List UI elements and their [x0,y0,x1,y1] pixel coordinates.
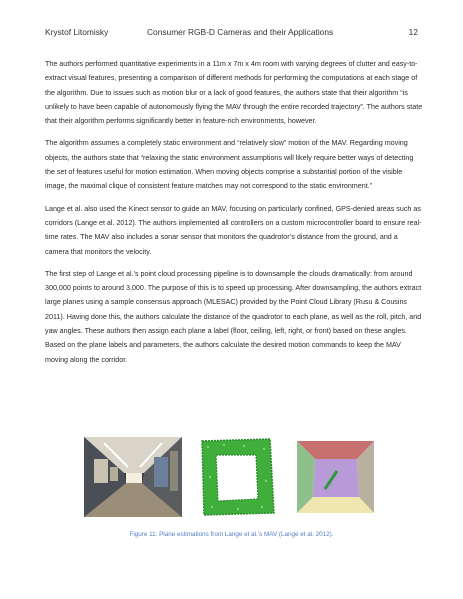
paragraph: Lange et al. also used the Kinect sensor to guide an MAV, focusing on particularly confined, GPS-denied areas such as corridors (Lange et al. 2012). The authors implemented all controllers on a custom microcontroller board to ensure real-time rates. The MAV also includes a sonar sensor that monitors the quadrotor’s distance from the ground, and a camera that monitors the velocity. [45,204,422,256]
figure-11 [84,437,384,517]
page-header [45,27,418,39]
point-cloud-image [194,437,276,517]
paragraph: The authors performed quantitative experiments in a 11m x 7m x 4m room with varying degrees of clutter and easy-to-extract visual features, presenting a comparison of different methods for performing the computations at each stage of the algorithm. Due to issues such as motion blur or a lack of good features, the authors state that their algorithm “is unlikely to have been capable of autonomously flying the MAV through the entire recorded trajectory”. The authors state that their algorithm performs significantly better in feature-rich environments, however. [45,60,423,126]
plane-visualization [293,437,378,517]
body-text [45,57,423,375]
paragraph: The algorithm assumes a completely static environment and “relatively slow” motion of the MAV. Regarding moving objects, the authors state that “relaxing the static environment assumptions will likely require better ways of detecting the set of features useful for motion estimation. When moving objects comprise a substantial portion of the visible image, the maximal clique of consistent feature matches may not correspond to the static environment.” [45,139,414,191]
corridor-photo [84,437,182,517]
header-title: Consumer RGB-D Cameras and their Applications [147,27,334,37]
page-number: 12 [408,27,418,37]
figure-caption: Figure 11: Plane estimations from Lange et al.’s MAV (Lange et al. 2012). [129,531,334,538]
header-author: Krystof Litomisky [45,27,109,37]
paragraph: The first step of Lange et al.’s point cloud processing pipeline is to downsample the clouds dramatically: from around 300,000 points to around 3,000. The purpose of this is to speed up processing. After downsampling, the authors extract large planes using a sample consensus approach (MLESAC) provided by the Point Cloud Library (Rusu & Cousins 2011). Having done this, the authors calculate the distance of the quadrotor to each plane, as well as the roll, pitch, and yaw angles. These authors then assign each plane a label (floor, ceiling, left, right, or front) based on these angles. Based on the plane labels and parameters, the authors calculate the desired motion commands to keep the MAV moving along the corridor. [45,269,422,364]
